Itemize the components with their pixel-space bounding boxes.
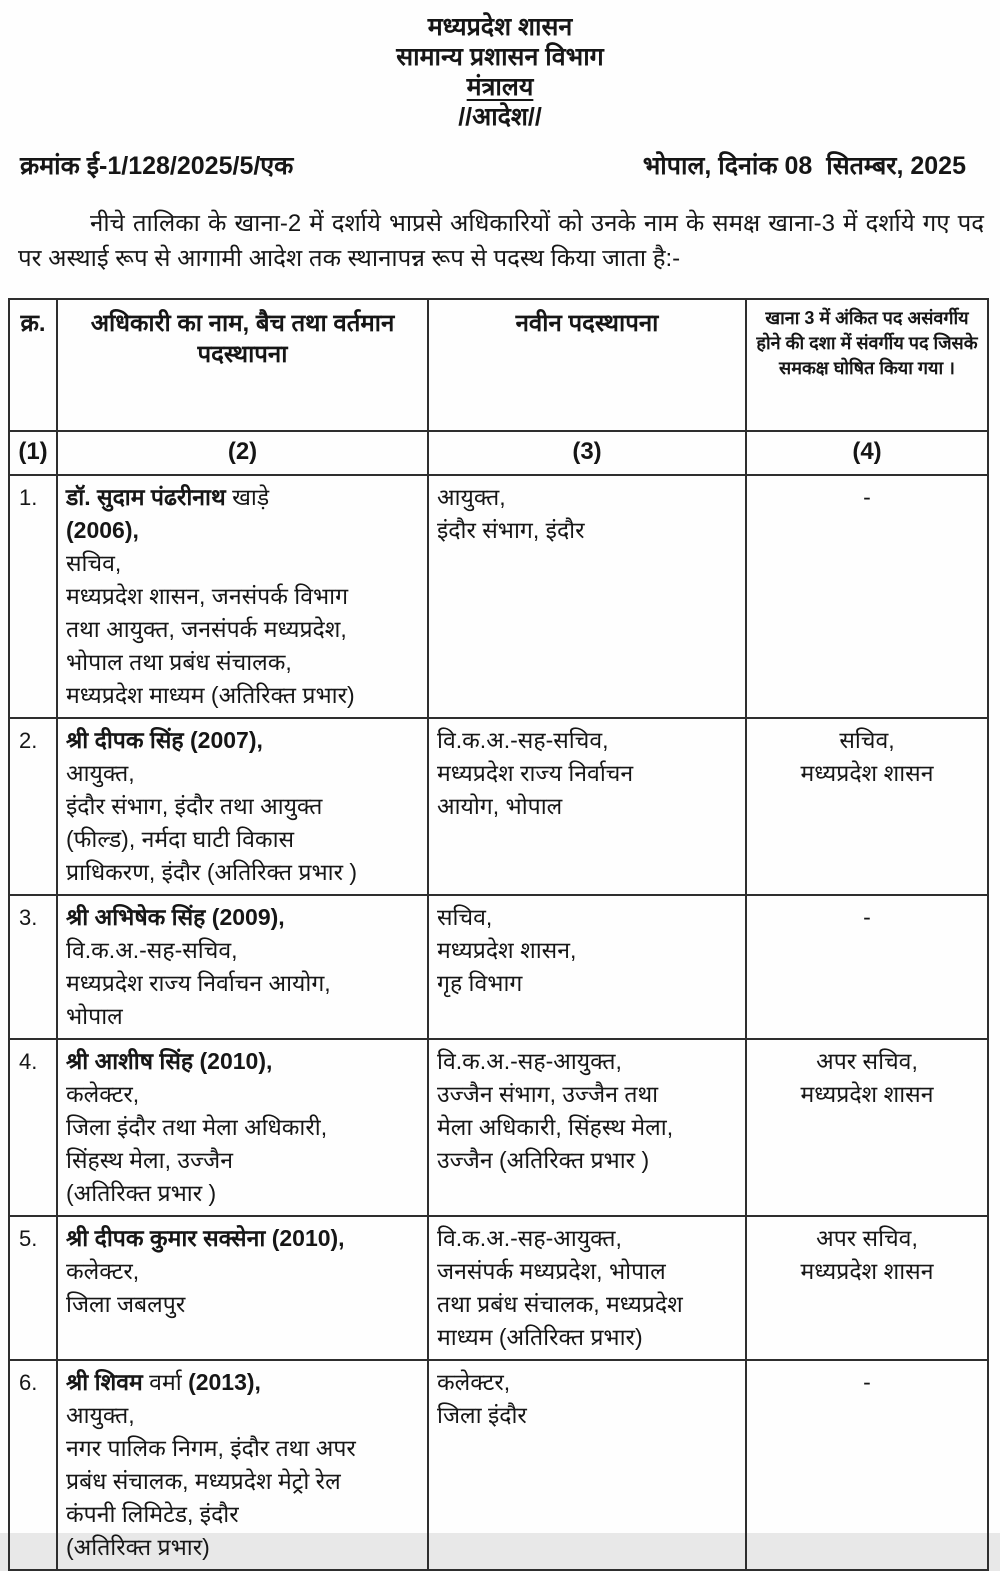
serial-number-cell: 6. — [9, 1360, 57, 1570]
officer-text: मध्यप्रदेश माध्यम (अतिरिक्त प्रभार) — [66, 682, 355, 708]
officer-text: जिला जबलपुर — [66, 1291, 186, 1317]
new-posting-line: आयुक्त, — [437, 484, 506, 510]
place-date: भोपाल, दिनांक 08 सितम्बर, 2025 — [642, 152, 966, 180]
officer-line — [66, 856, 419, 889]
officer-line — [66, 757, 419, 790]
new-posting-line: वि.क.अ.-सह-आयुक्त, — [437, 1048, 622, 1074]
officer-text-bold: (2006), — [66, 517, 139, 543]
equivalent-post-cell — [746, 1216, 988, 1360]
equivalent-post-line: - — [863, 904, 871, 930]
officer-cell — [57, 895, 428, 1039]
intro-paragraph: नीचे तालिका के खाना-2 में दर्शाये भाप्रसे अधिकारियों को उनके नाम के समक्ष खाना-3 में दर्शाये गए पद पर अस्थाई रूप से आगामी आदेश तक स्थानापन्न रूप से पदस्थ किया जाता है:- — [18, 210, 984, 272]
officer-line — [66, 481, 419, 514]
equivalent-post-line: सचिव, — [839, 727, 895, 753]
officer-text-bold: श्री दीपक कुमार सक्सेना (2010), — [66, 1225, 345, 1251]
ministry-label: मंत्रालय — [466, 73, 534, 101]
reference-number: क्रमांक ई-1/128/2025/5/एक — [20, 152, 294, 180]
government-name: मध्यप्रदेश शासन — [427, 13, 573, 41]
officer-cell — [57, 1360, 428, 1570]
officer-text-bold: श्री दीपक सिंह (2007), — [66, 727, 263, 753]
officer-line — [66, 547, 419, 580]
new-posting-line: उज्जैन (अतिरिक्त प्रभार ) — [437, 1147, 650, 1173]
officer-text: वि.क.अ.-सह-सचिव, — [66, 937, 238, 963]
new-posting-cell — [428, 1216, 746, 1360]
new-posting-line: मेला अधिकारी, सिंहस्थ मेला, — [437, 1114, 674, 1140]
equivalent-post-line: - — [863, 484, 871, 510]
officer-text: कलेक्टर, — [66, 1081, 140, 1107]
officer-text: (अतिरिक्त प्रभार ) — [66, 1180, 217, 1206]
officer-line — [66, 1288, 419, 1321]
table-row — [9, 718, 988, 895]
serial-number-cell: 5. — [9, 1216, 57, 1360]
officer-line — [66, 1000, 419, 1033]
officer-line — [66, 934, 419, 967]
officer-line — [66, 790, 419, 823]
header-officer-name: अधिकारी का नाम, बैच तथा वर्तमान पदस्थापना — [57, 299, 428, 431]
officer-line — [66, 1366, 419, 1399]
new-posting-line: मध्यप्रदेश राज्य निर्वाचन — [437, 760, 634, 786]
equivalent-post-line: मध्यप्रदेश शासन — [800, 1081, 934, 1107]
header-equivalent-post: खाना 3 में अंकित पद असंवर्गीय होने की दशा में संवर्गीय पद जिसके समकक्ष घोषित किया गया । — [746, 299, 988, 431]
officer-text: जिला इंदौर तथा मेला अधिकारी, — [66, 1114, 328, 1140]
header-new-posting: नवीन पदस्थापना — [428, 299, 746, 431]
officer-text: इंदौर संभाग, इंदौर तथा आयुक्त — [66, 793, 323, 819]
new-posting-cell — [428, 718, 746, 895]
new-posting-line: वि.क.अ.-सह-सचिव, — [437, 727, 609, 753]
officer-line — [66, 613, 419, 646]
officer-line — [66, 823, 419, 856]
new-posting-line: इंदौर संभाग, इंदौर — [437, 517, 585, 543]
serial-number-cell: 2. — [9, 718, 57, 895]
table-row — [9, 895, 988, 1039]
officer-text: (अतिरिक्त प्रभार) — [66, 1534, 210, 1560]
column-number-2: (2) — [57, 431, 428, 475]
equivalent-post-cell — [746, 718, 988, 895]
officer-line — [66, 967, 419, 1000]
new-posting-cell — [428, 1039, 746, 1216]
serial-number-cell: 1. — [9, 475, 57, 718]
officer-text: सचिव, — [66, 550, 122, 576]
officer-line — [66, 724, 419, 757]
officer-line — [66, 679, 419, 712]
table-row — [9, 1039, 988, 1216]
officer-text: आयुक्त, — [66, 760, 135, 786]
equivalent-post-line: अपर सचिव, — [816, 1048, 918, 1074]
column-number-3: (3) — [428, 431, 746, 475]
officer-line — [66, 1078, 419, 1111]
officer-line — [66, 1432, 419, 1465]
column-number-4: (4) — [746, 431, 988, 475]
new-posting-line: आयोग, भोपाल — [437, 793, 563, 819]
officer-text: भोपाल तथा प्रबंध संचालक, — [66, 649, 292, 675]
officer-text-bold: श्री आशीष सिंह (2010), — [66, 1048, 273, 1074]
equivalent-post-cell — [746, 475, 988, 718]
officer-text-bold: श्री शिवम — [66, 1369, 143, 1395]
officer-line — [66, 1465, 419, 1498]
officer-text: कंपनी लिमिटेड, इंदौर — [66, 1501, 239, 1527]
new-posting-line: सचिव, — [437, 904, 493, 930]
officer-line — [66, 1399, 419, 1432]
officer-text: खाड़े — [225, 484, 270, 510]
header-serial: क्र. — [9, 299, 57, 431]
officer-cell — [57, 475, 428, 718]
table-row — [9, 1216, 988, 1360]
equivalent-post-cell — [746, 895, 988, 1039]
new-posting-line: माध्यम (अतिरिक्त प्रभार) — [437, 1324, 643, 1350]
officer-line — [66, 580, 419, 613]
equivalent-post-line: - — [863, 1369, 871, 1395]
equivalent-post-line: मध्यप्रदेश शासन — [800, 1258, 934, 1284]
officer-line — [66, 1498, 419, 1531]
officer-line — [66, 646, 419, 679]
officer-line — [66, 1531, 419, 1564]
table-row — [9, 475, 988, 718]
officer-text: प्राधिकरण, इंदौर (अतिरिक्त प्रभार ) — [66, 859, 358, 885]
officer-text-bold: डॉ. सुदाम पंढरीनाथ — [66, 484, 226, 510]
new-posting-cell — [428, 895, 746, 1039]
officer-text: मध्यप्रदेश राज्य निर्वाचन आयोग, — [66, 970, 331, 996]
officer-text: भोपाल — [66, 1003, 123, 1029]
new-posting-line: तथा प्रबंध संचालक, मध्यप्रदेश — [437, 1291, 683, 1317]
new-posting-cell — [428, 475, 746, 718]
new-posting-line: वि.क.अ.-सह-आयुक्त, — [437, 1225, 622, 1251]
officer-text: तथा आयुक्त, जनसंपर्क मध्यप्रदेश, — [66, 616, 347, 642]
officer-line — [66, 1045, 419, 1078]
equivalent-post-cell — [746, 1360, 988, 1570]
officer-line — [66, 1255, 419, 1288]
officer-cell — [57, 1039, 428, 1216]
new-posting-line: गृह विभाग — [437, 970, 523, 996]
new-posting-line: कलेक्टर, — [437, 1369, 511, 1395]
order-title: //आदेश// — [458, 103, 542, 131]
officer-text-bold: (2013), — [188, 1369, 261, 1395]
officer-cell — [57, 718, 428, 895]
reference-row — [20, 148, 966, 182]
officer-line — [66, 901, 419, 934]
new-posting-line: मध्यप्रदेश शासन, — [437, 937, 577, 963]
new-posting-line: जनसंपर्क मध्यप्रदेश, भोपाल — [437, 1258, 666, 1284]
officer-text: सिंहस्थ मेला, उज्जैन — [66, 1147, 233, 1173]
new-posting-line: उज्जैन संभाग, उज्जैन तथा — [437, 1081, 659, 1107]
department-name: सामान्य प्रशासन विभाग — [396, 43, 604, 71]
equivalent-post-cell — [746, 1039, 988, 1216]
serial-number-cell: 3. — [9, 895, 57, 1039]
officer-cell — [57, 1216, 428, 1360]
officer-line — [66, 1222, 419, 1255]
officer-line — [66, 1111, 419, 1144]
column-number-row — [9, 431, 988, 475]
officer-text: (फील्ड), नर्मदा घाटी विकास — [66, 826, 295, 852]
officer-text-bold: श्री अभिषेक सिंह (2009), — [66, 904, 285, 930]
officer-line — [66, 514, 419, 547]
equivalent-post-line: मध्यप्रदेश शासन — [800, 760, 934, 786]
officer-text: आयुक्त, — [66, 1402, 135, 1428]
officer-line — [66, 1144, 419, 1177]
officer-text: कलेक्टर, — [66, 1258, 140, 1284]
equivalent-post-line: अपर सचिव, — [816, 1225, 918, 1251]
column-number-1: (1) — [9, 431, 57, 475]
officer-text: प्रबंध संचालक, मध्यप्रदेश मेट्रो रेल — [66, 1468, 341, 1494]
officer-text: नगर पालिक निगम, इंदौर तथा अपर — [66, 1435, 356, 1461]
officer-text: वर्मा — [142, 1369, 189, 1395]
new-posting-line: जिला इंदौर — [437, 1402, 527, 1428]
serial-number-cell: 4. — [9, 1039, 57, 1216]
table-row — [9, 1360, 988, 1570]
officer-posting-table — [8, 298, 989, 1571]
officer-line — [66, 1177, 419, 1210]
officer-text: मध्यप्रदेश शासन, जनसंपर्क विभाग — [66, 583, 349, 609]
table-header-row — [9, 299, 988, 431]
new-posting-cell — [428, 1360, 746, 1570]
document-header — [0, 12, 1000, 132]
